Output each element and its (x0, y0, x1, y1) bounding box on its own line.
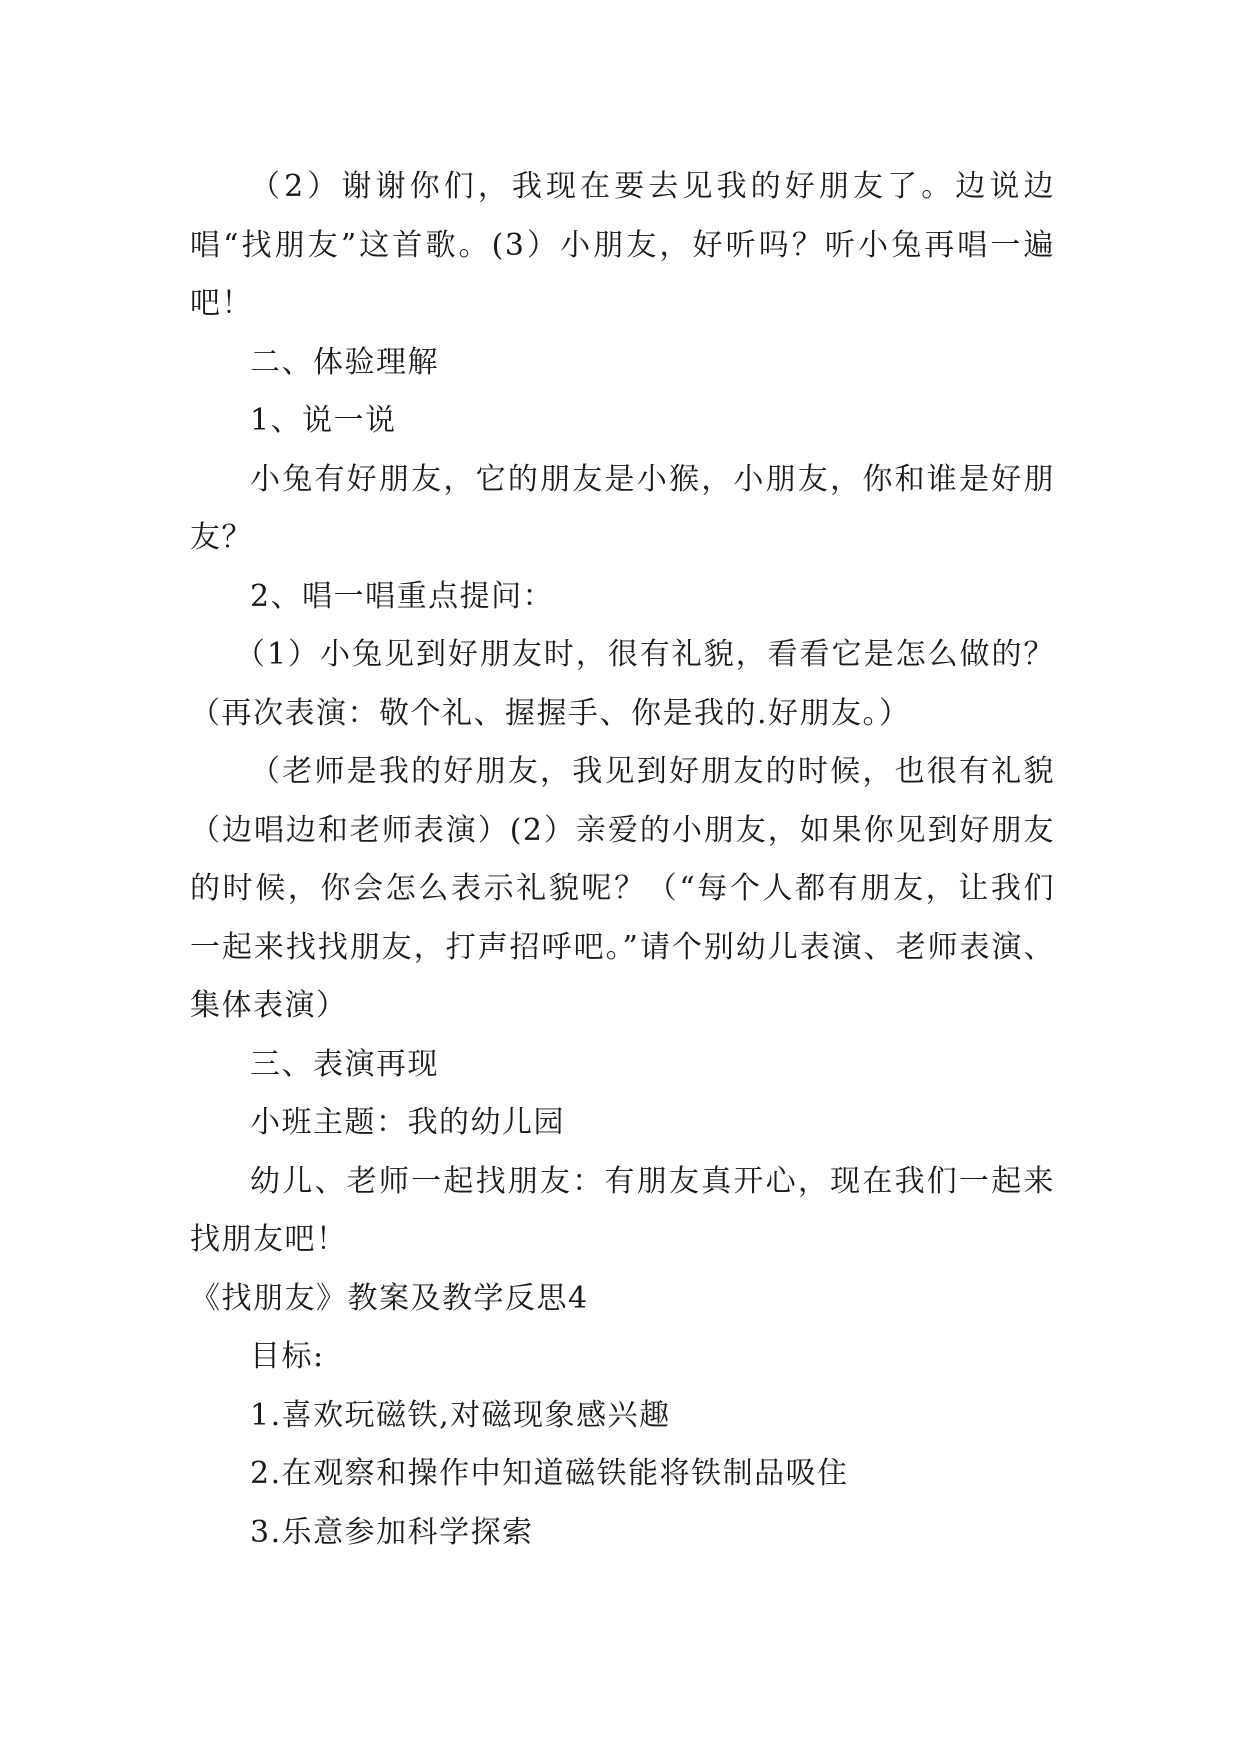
subheading-say: 1、说一说 (250, 403, 397, 438)
paragraph-theme: 小班主题：我的幼儿园 (250, 1105, 565, 1140)
goal-item-2: 2.在观察和操作中知道磁铁能将铁制品吸住 (250, 1456, 849, 1491)
paragraph-find-friends: 幼儿、老师一起找朋友：有朋友真开心，现在我们一起来找朋友吧！ (190, 1163, 1055, 1257)
heading-section-two: 二、体验理解 (250, 344, 439, 380)
goal-item-1: 1.喜欢玩磁铁,对磁现象感兴趣 (250, 1397, 671, 1433)
subheading-sing: 2、唱一唱重点提问： (250, 578, 555, 614)
paragraph-intro-song: （2）谢谢你们，我现在要去见我的好朋友了。边说边唱“找朋友”这首歌。(3）小朋友，好听吗？听小兔再唱一遍吧！ (190, 169, 1055, 321)
paragraph-teacher-friend: （老师是我的好朋友，我见到好朋友的时候，也很有礼貌（边唱边和老师表演）(2）亲爱的小朋友，如果你见到好朋友的时候，你会怎么表示礼貌呢？（“每个人都有朋友，让我们一起来找找朋友，打声招呼吧。”请个别幼儿表演、老师表演、集体表演） (190, 754, 1055, 1023)
heading-section-three: 三、表演再现 (250, 1046, 439, 1082)
heading-goals: 目标: (250, 1339, 325, 1374)
heading-lesson-four: 《找朋友》教案及教学反思4 (190, 1280, 589, 1316)
paragraph-question-one: （1）小兔见到好朋友时，很有礼貌，看看它是怎么做的？（再次表演：敬个礼、握握手、你是我的.好朋友。） (190, 637, 1055, 731)
goal-item-3: 3.乐意参加科学探索 (250, 1514, 534, 1550)
document-body (190, 158, 1055, 1562)
paragraph-rabbit-friend: 小兔有好朋友，它的朋友是小猴，小朋友，你和谁是好朋友？ (190, 461, 1055, 555)
